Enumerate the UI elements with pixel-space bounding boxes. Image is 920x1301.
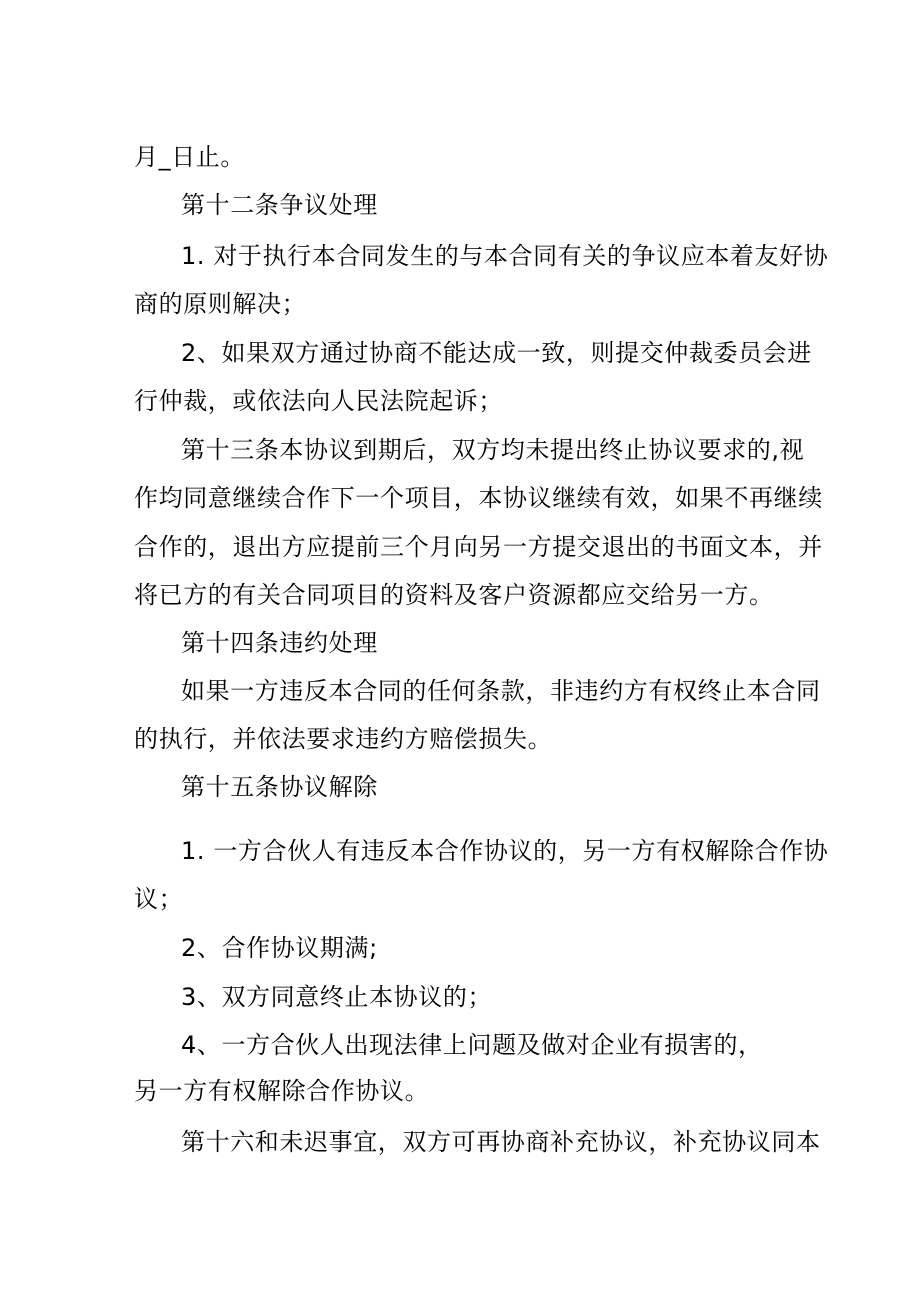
text-line: 3、双方同意终止本协议的； [181,983,493,1011]
section-heading: 第十二条争议处理 [181,191,378,219]
text-line: 作均同意继续合作下一个项目，本协议继续有效，如果不再继续 [134,484,823,512]
text-line: 2、合作协议期满; [181,934,378,962]
text-line: 如果一方违反本合同的任何条款，非违约方有权终止本合同 [181,677,821,705]
section-heading: 第十四条违约处理 [181,629,378,657]
section-heading: 第十五条协议解除 [181,773,378,801]
text-line: 议； [134,885,184,913]
text-line: 1. 一方合伙人有违反本合作协议的，另一方有权解除合作协 [181,837,829,865]
text-line: 将已方的有关合同项目的资料及客户资源都应交给另一方。 [134,581,774,609]
text-line: 另一方有权解除合作协议。 [134,1077,430,1105]
text-line: 2、如果双方通过协商不能达成一致，则提交仲裁委员会进 [181,339,812,367]
text-line: 的执行，并依法要求违约方赔偿损失。 [134,725,553,753]
text-line: 月_日止。 [134,143,245,171]
text-line: 行仲裁，或依法向人民法院起诉； [134,387,503,415]
text-line: 1. 对于执行本合同发生的与本合同有关的争议应本着友好协 [181,242,829,270]
section-heading: 第十六和未迟事宜，双方可再协商补充协议，补充协议同本 [181,1128,821,1156]
section-heading: 第十三条本协议到期后，双方均未提出终止协议要求的,视 [181,436,805,464]
text-line: 商的原则解决； [134,290,307,318]
text-line: 合作的，退出方应提前三个月向另一方提交退出的书面文本，并 [134,533,823,561]
text-line: 4、一方合伙人出现法律上问题及做对企业有损害的， [181,1031,763,1059]
